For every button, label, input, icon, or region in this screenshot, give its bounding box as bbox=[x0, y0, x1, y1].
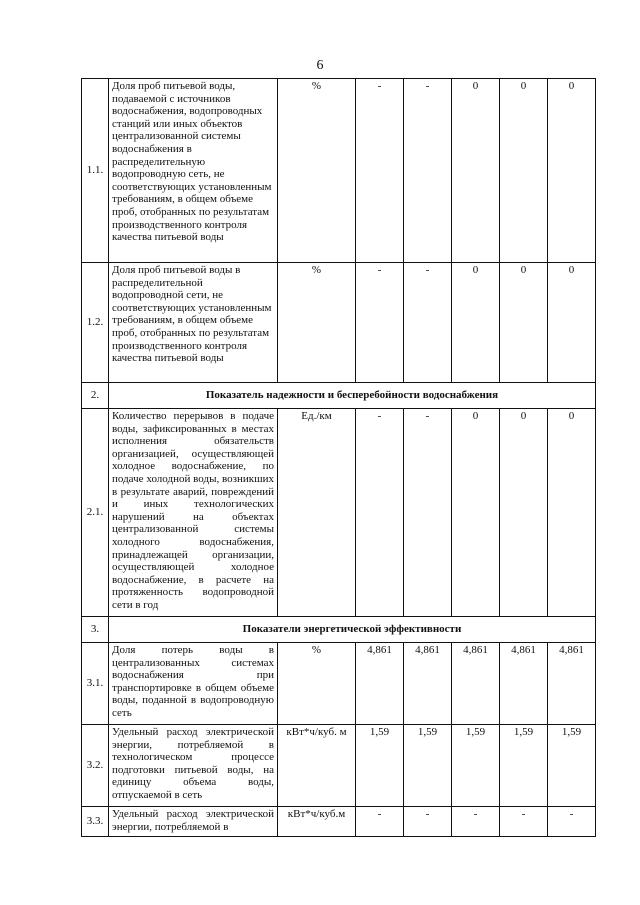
section-row bbox=[82, 617, 596, 643]
indicator-description: Удельный расход электрической энергии, потребляемой в технологическом процессе подготовки питьевой воды, на единицу объема воды, отпускаемой в сеть bbox=[109, 725, 278, 807]
value-cell: 0 bbox=[500, 79, 548, 263]
value-cell: - bbox=[500, 807, 548, 837]
value-cell: 0 bbox=[548, 263, 596, 383]
table-row bbox=[82, 725, 596, 807]
unit-cell: % bbox=[278, 643, 356, 725]
value-cell: 1,59 bbox=[500, 725, 548, 807]
row-number: 3.1. bbox=[82, 643, 109, 725]
table-row bbox=[82, 79, 596, 263]
value-cell: 4,861 bbox=[500, 643, 548, 725]
value-cell: - bbox=[356, 79, 404, 263]
indicator-description: Количество перерывов в подаче воды, зафиксированных в местах исполнения обязательств организацией, осуществляющей холодное водоснабжение, по подаче холодной воды, возникших в результате аварий, повреждений и иных технологических нарушений на объектах централизованной системы холодного водоснабжения, принадлежащей организации, осуществляющей холодное водоснабжение, в расчете на протяженность водопроводной сети в год bbox=[109, 409, 278, 617]
section-number: 3. bbox=[82, 617, 109, 643]
section-title: Показатель надежности и бесперебойности водоснабжения bbox=[109, 383, 596, 409]
table-row bbox=[82, 263, 596, 383]
value-cell: - bbox=[356, 409, 404, 617]
value-cell: 0 bbox=[500, 263, 548, 383]
row-number: 3.2. bbox=[82, 725, 109, 807]
value-cell: 0 bbox=[548, 409, 596, 617]
unit-cell: % bbox=[278, 79, 356, 263]
value-cell: - bbox=[404, 79, 452, 263]
unit-cell: Ед./км bbox=[278, 409, 356, 617]
value-cell: - bbox=[404, 263, 452, 383]
value-cell: - bbox=[548, 807, 596, 837]
indicator-description: Доля потерь воды в централизованных системах водоснабжения при транспортировке в общем объеме воды, поданной в водопроводную сеть bbox=[109, 643, 278, 725]
value-cell: 4,861 bbox=[548, 643, 596, 725]
value-cell: - bbox=[356, 263, 404, 383]
unit-cell: % bbox=[278, 263, 356, 383]
value-cell: 0 bbox=[452, 79, 500, 263]
value-cell: 0 bbox=[452, 409, 500, 617]
value-cell: 1,59 bbox=[356, 725, 404, 807]
value-cell: 4,861 bbox=[452, 643, 500, 725]
indicator-description: Доля проб питьевой воды в распределительной водопроводной сети, не соответствующих установленным требованиям, в общем объеме проб, отобранных по результатам производственного контроля качества питьевой воды bbox=[109, 263, 278, 383]
value-cell: - bbox=[404, 409, 452, 617]
table-row bbox=[82, 643, 596, 725]
value-cell: 1,59 bbox=[548, 725, 596, 807]
value-cell: - bbox=[452, 807, 500, 837]
row-number: 2.1. bbox=[82, 409, 109, 617]
value-cell: - bbox=[404, 807, 452, 837]
section-title: Показатели энергетической эффективности bbox=[109, 617, 596, 643]
value-cell: - bbox=[356, 807, 404, 837]
table-row bbox=[82, 409, 596, 617]
row-number: 3.3. bbox=[82, 807, 109, 837]
value-cell: 4,861 bbox=[404, 643, 452, 725]
unit-cell: кВт*ч/куб.м bbox=[278, 807, 356, 837]
unit-cell: кВт*ч/куб. м bbox=[278, 725, 356, 807]
row-number: 1.1. bbox=[82, 79, 109, 263]
value-cell: 0 bbox=[500, 409, 548, 617]
value-cell: 1,59 bbox=[404, 725, 452, 807]
page-number: 6 bbox=[316, 58, 324, 73]
value-cell: 0 bbox=[548, 79, 596, 263]
indicators-table bbox=[81, 78, 596, 837]
value-cell: 1,59 bbox=[452, 725, 500, 807]
section-row bbox=[82, 383, 596, 409]
table-row bbox=[82, 807, 596, 837]
indicator-description: Удельный расход электрической энергии, потребляемой в bbox=[109, 807, 278, 837]
indicator-description: Доля проб питьевой воды, подаваемой с источников водоснабжения, водопроводных станций или иных объектов централизованной системы водоснабжения в распределительную водопроводную сеть, не соответствующих установленным требованиям, в общем объеме проб, отобранных по результатам производственного контроля качества питьевой воды bbox=[109, 79, 278, 263]
value-cell: 0 bbox=[452, 263, 500, 383]
value-cell: 4,861 bbox=[356, 643, 404, 725]
section-number: 2. bbox=[82, 383, 109, 409]
row-number: 1.2. bbox=[82, 263, 109, 383]
